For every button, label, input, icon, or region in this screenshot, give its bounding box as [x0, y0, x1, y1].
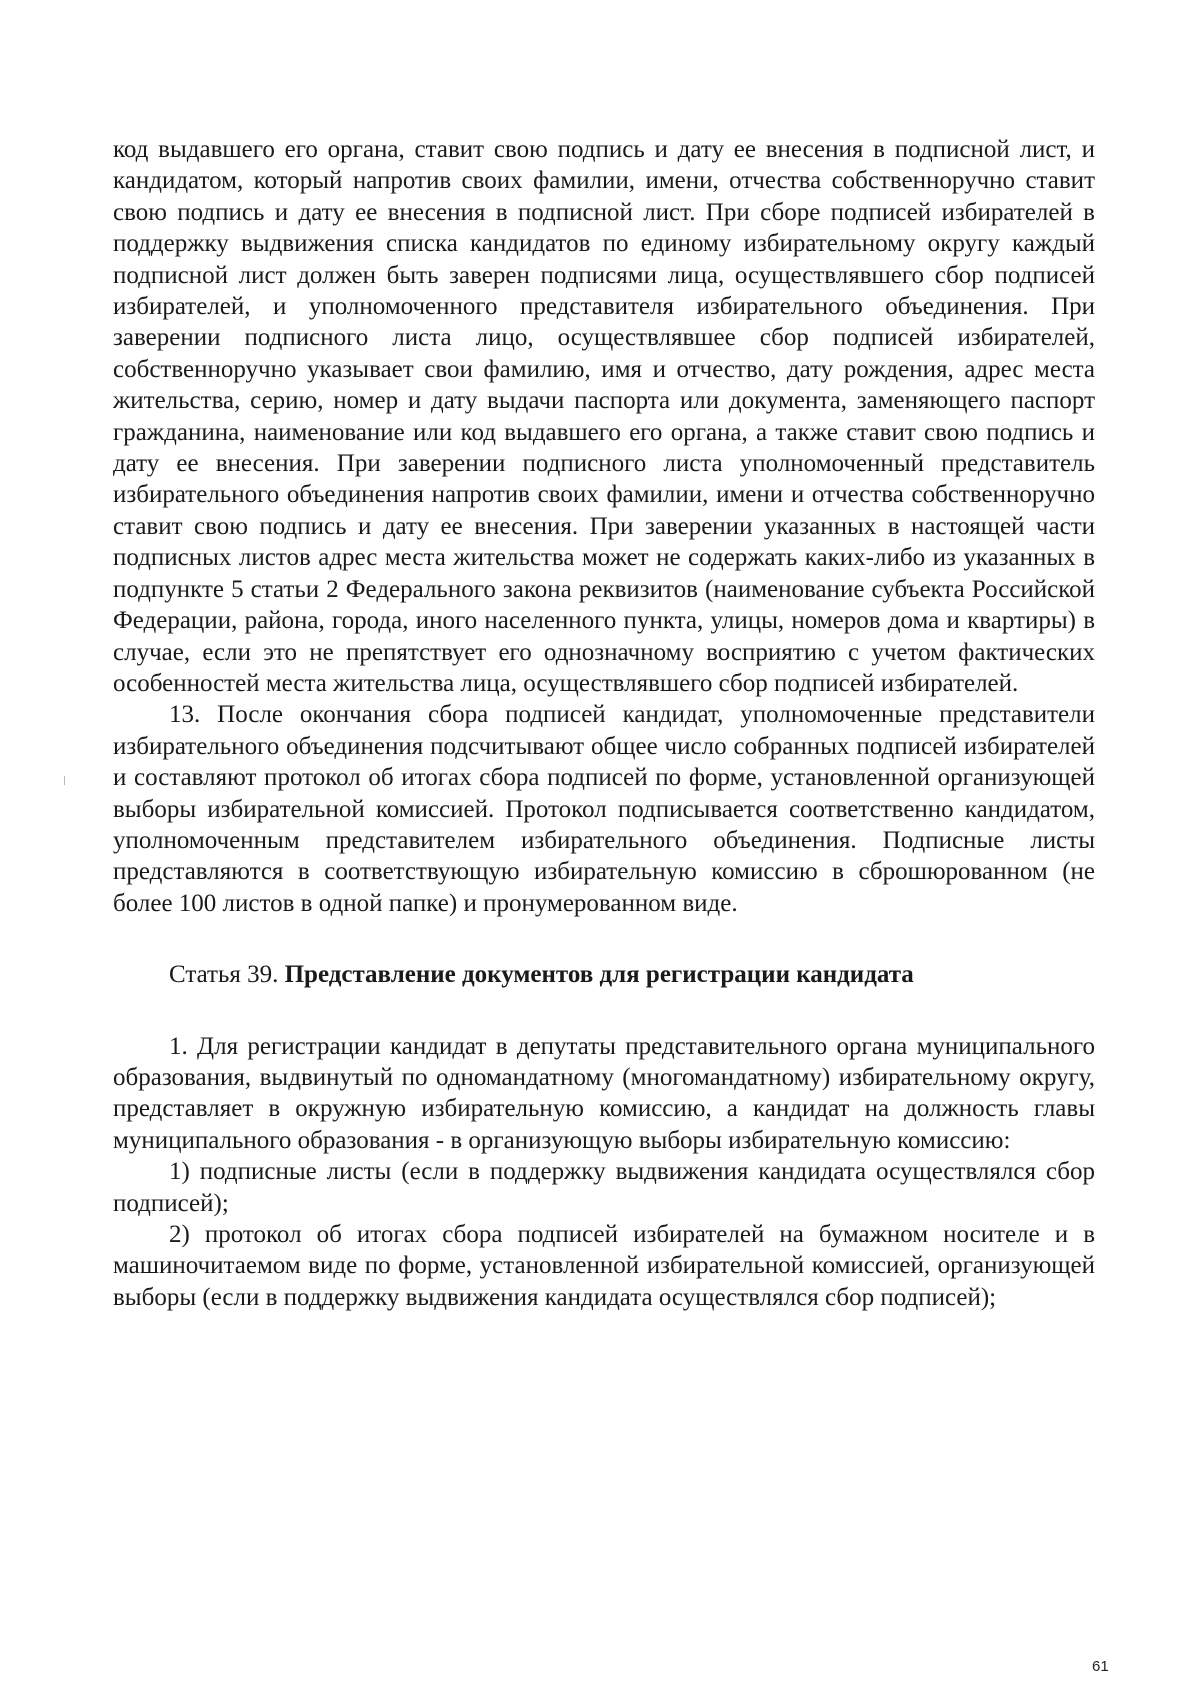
- list-item-2: 2) протокол об итогах сбора подписей избирателей на бумажном носителе и в машиночитаемом виде по форме, установленной избирательной комиссией, организующей выборы (если в поддержку выдвижения кандидата осуществлялся сбор подписей);: [113, 1221, 1095, 1311]
- paragraph-item-13: 13. После окончания сбора подписей кандидат, уполномоченные представители избирательного объединения подсчитывают общее число собранных подписей избирателей и составляют протокол об итогах сбора подписей по форме, установленной организующей выборы избирательной комиссией. Протокол подписывается соответственно кандидатом, уполномоченным представителем избирательного объединения. Подписные листы представляются в соответствующую избирательную комиссию в сброшюрованном (не более 100 листов в одной папке) и пронумерованном виде.: [113, 701, 1095, 917]
- page-number: 61: [1092, 1658, 1109, 1675]
- scan-mark: [64, 776, 65, 785]
- paragraph-signature-certification: код выдавшего его органа, ставит свою подпись и дату ее внесения в подписной лист, и кандидатом, который напротив своих фамилии, имени, отчества собственноручно ставит свою подпись и дату ее внесения в подписной лист. При сборе подписей избирателей в поддержку выдвижения списка кандидатов по единому избирательному округу каждый подписной лист должен быть заверен подписями лица, осуществлявшего сбор подписей избирателей, и уполномоченного представителя избирательного объединения. При заверении подписного листа лицо, осуществлявшее сбор подписей избирателей, собственноручно указывает свои фамилию, имя и отчество, дату рождения, адрес места жительства, серию, номер и дату выдачи паспорта или документа, заменяющего паспорт гражданина, наименование или код выдавшего его органа, а также ставит свою подпись и дату ее внесения. При заверении подписного листа уполномоченный представитель избирательного объединения напротив своих фамилии, имени и отчества собственноручно ставит свою подпись и дату ее внесения. При заверении указанных в настоящей части подписных листов адрес места жительства может не содержать каких-либо из указанных в подпункте 5 статьи 2 Федерального закона реквизитов (наименование субъекта Российской Федерации, района, города, иного населенного пункта, улицы, номеров дома и квартиры) в случае, если это не препятствует его однозначному восприятию с учетом фактических особенностей места жительства лица, осуществлявшего сбор подписей избирателей.: [113, 136, 1095, 697]
- article-number: Статья 39.: [169, 961, 285, 989]
- article-heading: [113, 959, 1095, 990]
- document-body: [113, 134, 1095, 1313]
- list-item-1: 1) подписные листы (если в поддержку выдвижения кандидата осуществлялся сбор подписей);: [113, 1158, 1095, 1217]
- article-title: Представление документов для регистрации кандидата: [284, 961, 914, 989]
- paragraph-item-1: 1. Для регистрации кандидат в депутаты представительного органа муниципального образования, выдвинутый по одномандатному (многомандатному) избирательному округу, представляет в окружную избирательную комиссию, а кандидат на должность главы муниципального образования - в организующую выборы избирательную комиссию:: [113, 1032, 1095, 1154]
